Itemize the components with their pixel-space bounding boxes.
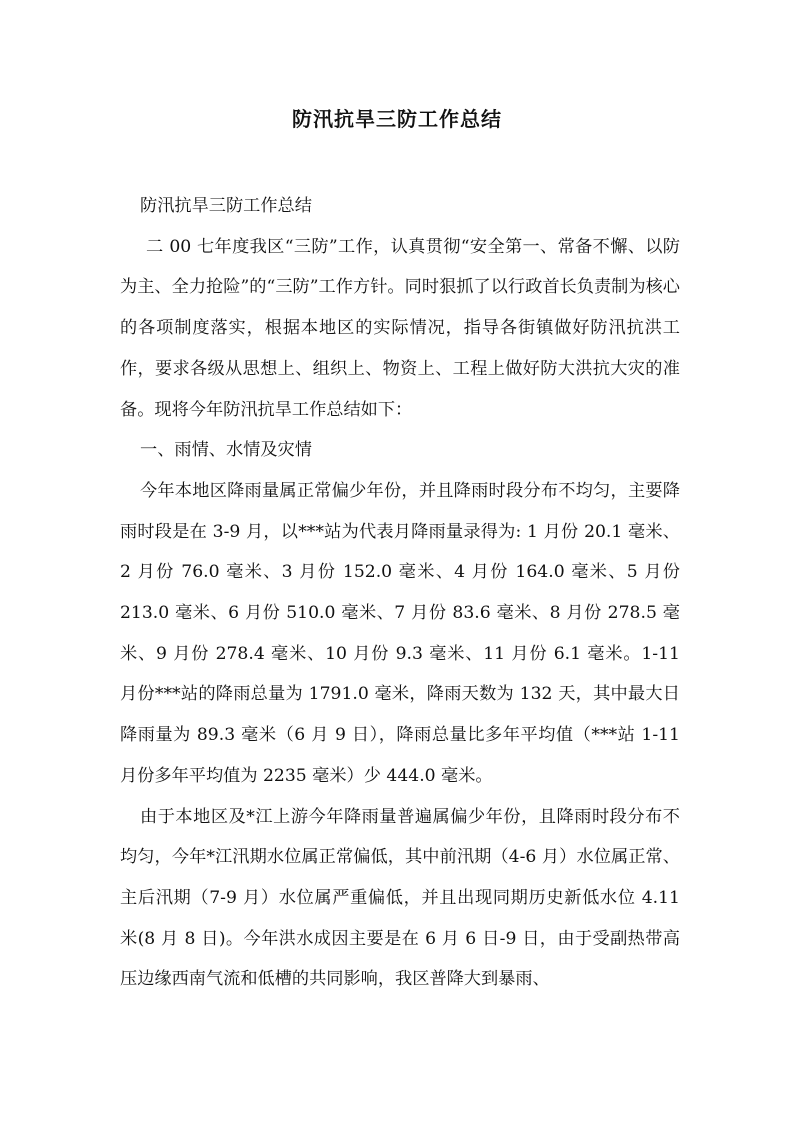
document-body <box>120 186 680 1000</box>
document-subtitle: 防汛抗旱三防工作总结 <box>140 196 312 216</box>
section-heading: 一、雨情、水情及灾情 <box>140 440 312 461</box>
paragraph-water-level: 由于本地区及*江上游今年降雨量普遍属偏少年份，且降雨时段分布不均匀，今年*江汛期水位属正常偏低，其中前汛期（4-6 月）水位属正常、主后汛期（7-9 月）水位属严重偏低，并且出现同期历史新低水位 4.11 米(8 月 8 日)。今年洪水成因主要是在 6 月 6 日-9 日，由于受副热带高压边缘西南气流和低槽的共同影响，我区普降大到暴雨、 <box>120 806 680 990</box>
paragraph-rainfall: 今年本地区降雨量属正常偏少年份，并且降雨时段分布不均匀，主要降雨时段是在 3-9 月，以***站为代表月降雨量录得为: 1 月份 20.1 毫米、2 月份 76.0 毫米、3 月份 152.0 毫米、4 月份 164.0 毫米、5 月份 213.0 毫米、6 月份 510.0 毫米、7 月份 83.6 毫米、8 月份 278.5 毫米、9 月份 278.4 毫米、10 月份 9.3 毫米、11 月份 6.1 毫米。1-11 月份***站的降雨总量为 1791.0 毫米，降雨天数为 132 天，其中最大日降雨量为 89.3 毫米（6 月 9 日），降雨总量比多年平均值（***站 1-11 月份多年平均值为 2235 毫米）少 444.0 毫米。 <box>120 480 680 786</box>
page-title: 防汛抗旱三防工作总结 <box>292 107 502 131</box>
paragraph-intro: 二 00 七年度我区“三防”工作，认真贯彻“安全第一、常备不懈、以防为主、全力抢险”的“三防”工作方针。同时狠抓了以行政首长负责制为核心的各项制度落实，根据本地区的实际情况，指导各街镇做好防汛抗洪工作，要求各级从思想上、组织上、物资上、工程上做好防大洪抗大灾的准备。现将今年防汛抗旱工作总结如下： <box>120 236 680 420</box>
